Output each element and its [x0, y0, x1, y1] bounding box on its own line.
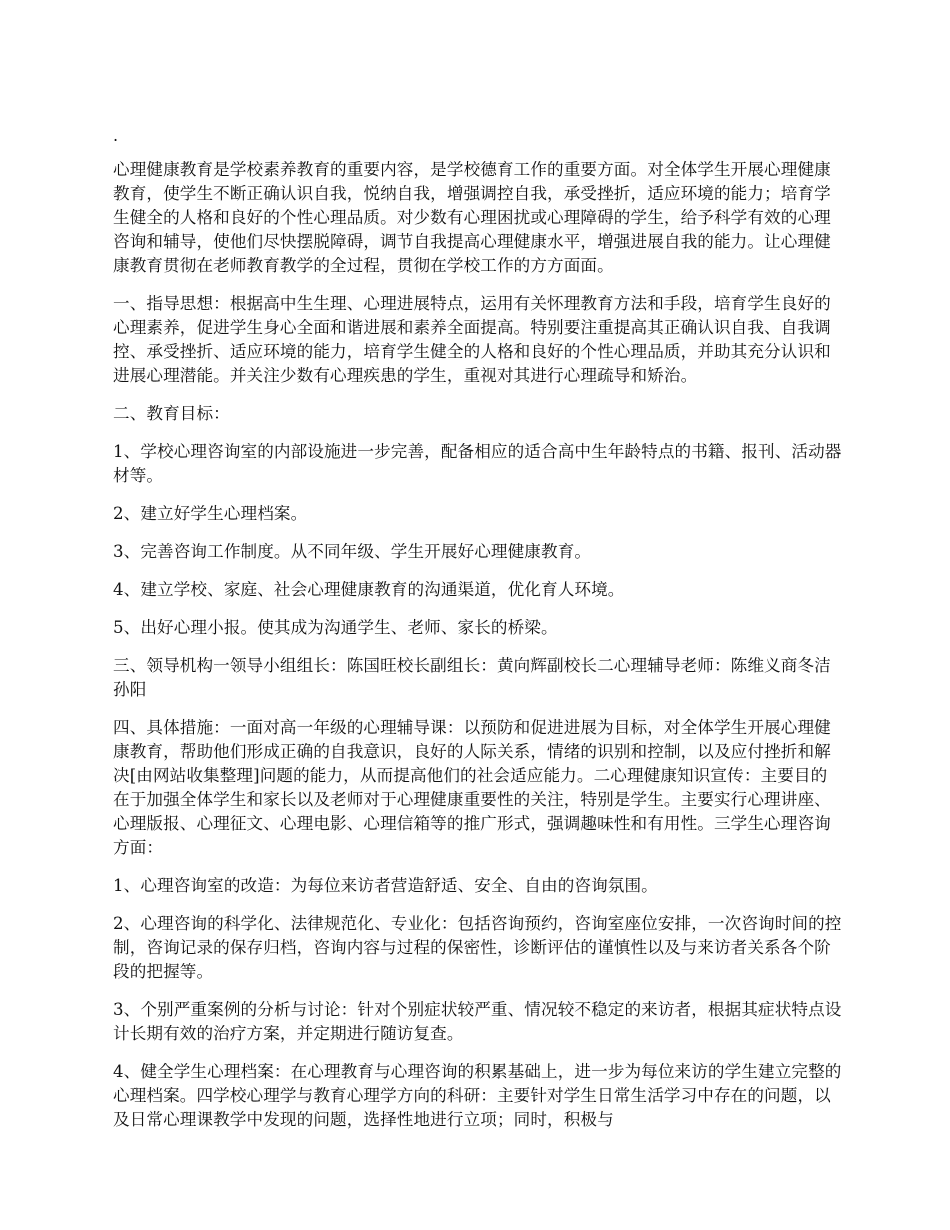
paragraph-guiding-thought: 一、指导思想：根据高中生生理、心理进展特点，运用有关怀理教育方法和手段，培育学生良好的心理素养，促进学生身心全面和谐进展和素养全面提高。特别要注重提高其正确认识自我、自我调控、承受挫折、适应环境的能力，培育学生健全的人格和良好的个性心理品质，并助其充分认识和进展心理潜能。并关注少数有心理疾患的学生，重视对其进行心理疏导和矫治。	[113, 294, 831, 385]
paragraph-intro: 心理健康教育是学校素养教育的重要内容，是学校德育工作的重要方面。对全体学生开展心理健康教育，使学生不断正确认识自我，悦纳自我，增强调控自我，承受挫折，适应环境的能力；培育学生健全的人格和良好的个性心理品质。对少数有心理困扰或心理障碍的学生，给予科学有效的心理咨询和辅导，使他们尽快摆脱障碍，调节自我提高心理健康水平，增强进展自我的能力。让心理健康教育贯彻在老师教育教学的全过程，贯彻在学校工作的方方面面。	[113, 160, 831, 275]
paragraph-measure-1: 1、心理咨询室的改造：为每位来访者营造舒适、安全、自由的咨询氛围。	[113, 876, 658, 895]
paragraph-goal-4: 4、建立学校、家庭、社会心理健康教育的沟通渠道，优化育人环境。	[113, 580, 625, 599]
document-body	[113, 158, 843, 1146]
paragraph-measure-3: 3、个别严重案例的分析与讨论：针对个别症状较严重、情况较不稳定的来访者，根据其症状特点设计长期有效的治疗方案，并定期进行随访复查。	[113, 1000, 842, 1043]
paragraph-goal-5: 5、出好心理小报。使其成为沟通学生、老师、家长的桥梁。	[113, 618, 558, 637]
paragraph-leadership: 三、领导机构一领导小组组长：陈国旺校长副组长：黄向辉副校长二心理辅导老师：陈维义商冬洁孙阳	[113, 656, 831, 699]
paragraph-measure-4: 4、健全学生心理档案：在心理教育与心理咨询的积累基础上，进一步为每位来访的学生建立完整的心理档案。四学校心理学与教育心理学方向的科研：主要针对学生日常生活学习中存在的问题，以及日常心理课教学中发现的问题，选择性地进行立项；同时，积极与	[113, 1062, 842, 1129]
paragraph-goal-3: 3、完善咨询工作制度。从不同年级、学生开展好心理健康教育。	[113, 542, 592, 561]
top-dot-mark: .	[113, 126, 119, 145]
paragraph-measure-2: 2、心理咨询的科学化、法律规范化、专业化：包括咨询预约，咨询室座位安排，一次咨询时间的控制，咨询记录的保存归档，咨询内容与过程的保密性，诊断评估的谨慎性以及与来访者关系各个阶段的把握等。	[113, 914, 842, 981]
paragraph-measures: 四、具体措施：一面对高一年级的心理辅导课：以预防和促进进展为目标，对全体学生开展心理健康教育，帮助他们形成正确的自我意识，良好的人际关系，情绪的识别和控制，以及应付挫折和解决[由网站收集整理]问题的能力，从而提高他们的社会适应能力。二心理健康知识宣传：主要目的在于加强全体学生和家长以及老师对于心理健康重要性的关注，特别是学生。主要实行心理讲座、心理版报、心理征文、心理电影、心理信箱等的推广形式，强调趣味性和有用性。三学生心理咨询方面：	[113, 718, 831, 857]
paragraph-education-goals-heading: 二、教育目标：	[113, 404, 230, 423]
paragraph-goal-2: 2、建立好学生心理档案。	[113, 504, 308, 523]
paragraph-goal-1: 1、学校心理咨询室的内部设施进一步完善，配备相应的适合高中生年龄特点的书籍、报刊、活动器材等。	[113, 442, 842, 485]
